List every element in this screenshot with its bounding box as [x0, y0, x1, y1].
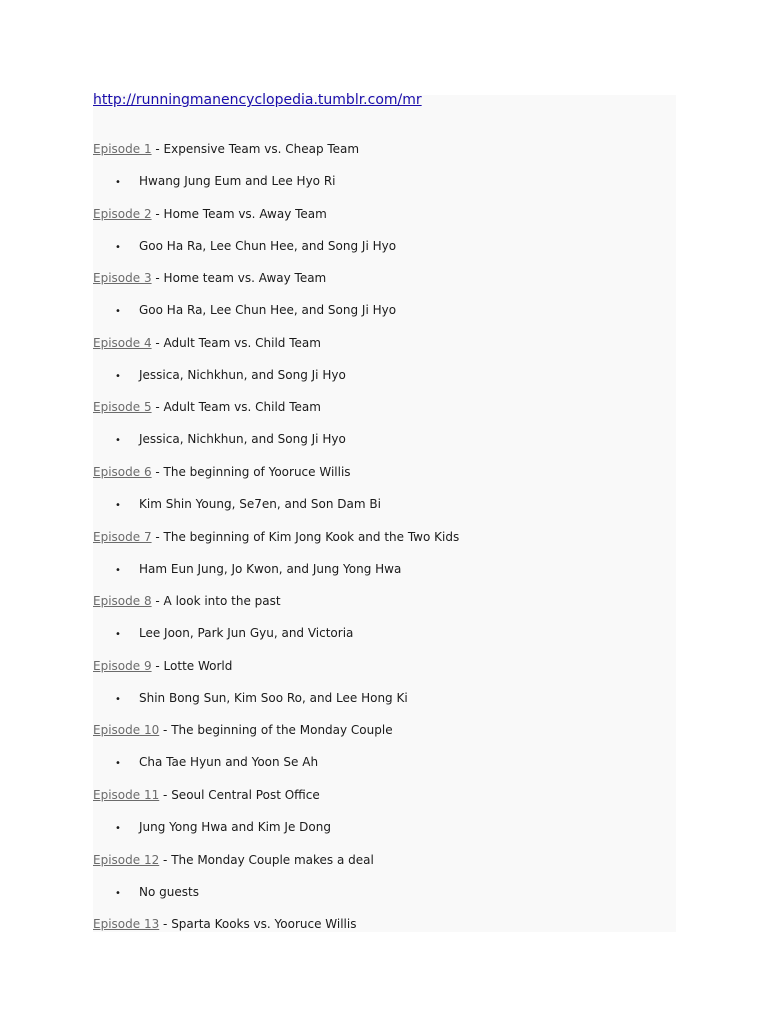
episode-title: Seoul Central Post Office [171, 787, 320, 802]
episode-entry [93, 721, 676, 786]
guest-names: Jessica, Nichkhun, and Song Ji Hyo [139, 432, 346, 447]
bullet-icon: • [115, 629, 121, 641]
episode-heading [93, 592, 281, 610]
episode-entry [93, 915, 676, 980]
guest-list-item [115, 495, 381, 515]
episode-heading [93, 205, 327, 223]
episode-title: The beginning of Kim Jong Kook and the Two Kids [163, 529, 460, 544]
episode-title: The beginning of Yooruce Willis [163, 464, 351, 479]
episode-link[interactable]: Episode 10 [93, 723, 160, 738]
episode-title: A look into the past [163, 594, 281, 609]
guest-names: Kim Shin Young, Se7en, and Son Dam Bi [139, 496, 381, 511]
episode-link[interactable]: Episode 2 [93, 206, 152, 221]
episode-link[interactable]: Episode 13 [93, 917, 160, 932]
guest-names: Ham Eun Jung, Jo Kwon, and Jung Yong Hwa [139, 561, 402, 576]
guest-list-item [115, 624, 353, 644]
episode-entry [93, 140, 676, 205]
episode-entry [93, 205, 676, 270]
guest-names: No guests [139, 884, 199, 899]
title-separator: - [159, 787, 172, 802]
guest-list-item [115, 366, 346, 386]
episode-heading [93, 463, 351, 481]
title-separator: - [159, 917, 172, 932]
title-separator: - [159, 852, 172, 867]
bullet-icon: • [115, 435, 121, 447]
episode-link[interactable]: Episode 9 [93, 658, 152, 673]
bullet-icon: • [115, 887, 121, 899]
episode-heading [93, 528, 459, 546]
bullet-icon: • [115, 177, 121, 188]
episode-entry [93, 398, 676, 463]
title-separator: - [151, 400, 164, 415]
source-url-link[interactable]: http://runningmanencyclopedia.tumblr.com/mr [93, 92, 422, 108]
guest-names: Lee Joon, Park Jun Gyu, and Victoria [139, 626, 354, 641]
episode-link[interactable]: Episode 12 [93, 852, 160, 867]
title-separator: - [151, 594, 164, 609]
episode-link[interactable]: Episode 5 [93, 400, 152, 415]
episode-entry [93, 592, 676, 657]
episode-title: The beginning of the Monday Couple [171, 723, 393, 738]
guest-list-item [115, 237, 396, 257]
episode-entry [93, 334, 676, 399]
bullet-icon: • [115, 693, 121, 705]
episode-list [93, 140, 676, 980]
guest-list-item [115, 560, 401, 580]
bullet-icon: • [115, 822, 121, 834]
episode-heading [93, 334, 321, 352]
episode-title: Home team vs. Away Team [163, 271, 327, 286]
bullet-icon: • [115, 564, 121, 576]
title-separator: - [151, 206, 164, 221]
episode-heading [93, 140, 359, 158]
guest-names: Hwang Jung Eum and Lee Hyo Ri [139, 174, 336, 188]
title-separator: - [151, 335, 164, 350]
episode-entry [93, 528, 676, 593]
bullet-icon: • [115, 370, 121, 382]
bullet-icon: • [115, 499, 121, 511]
episode-heading [93, 398, 321, 416]
guest-list-item [115, 753, 318, 773]
bullet-icon: • [115, 758, 121, 770]
episode-link[interactable]: Episode 8 [93, 594, 152, 609]
guest-names: Goo Ha Ra, Lee Chun Hee, and Song Ji Hyo [139, 303, 397, 318]
title-separator: - [151, 658, 164, 673]
episode-heading [93, 721, 393, 739]
guest-names: Goo Ha Ra, Lee Chun Hee, and Song Ji Hyo [139, 238, 397, 253]
episode-link[interactable]: Episode 3 [93, 271, 152, 286]
episode-title: Sparta Kooks vs. Yooruce Willis [171, 917, 357, 932]
guest-names: Jung Yong Hwa and Kim Je Dong [139, 819, 331, 834]
episode-heading [93, 269, 326, 287]
episode-entry [93, 786, 676, 851]
guest-names: Jessica, Nichkhun, and Song Ji Hyo [139, 367, 346, 382]
guest-names: Cha Tae Hyun and Yoon Se Ah [139, 755, 319, 770]
title-separator: - [151, 142, 164, 156]
episode-title: Adult Team vs. Child Team [163, 335, 321, 350]
episode-link[interactable]: Episode 7 [93, 529, 152, 544]
guest-list-item [115, 818, 331, 838]
episode-title: Home Team vs. Away Team [163, 206, 327, 221]
guest-list-item [115, 883, 199, 903]
guest-list-item [115, 172, 336, 192]
episode-title: Lotte World [163, 658, 233, 673]
episode-entry [93, 269, 676, 334]
episode-link[interactable]: Episode 4 [93, 335, 152, 350]
title-separator: - [151, 464, 164, 479]
episode-heading [93, 851, 374, 869]
episode-entry [93, 851, 676, 916]
episode-heading [93, 657, 232, 675]
episode-link[interactable]: Episode 11 [93, 787, 160, 802]
episode-link[interactable]: Episode 1 [93, 142, 152, 156]
title-separator: - [151, 271, 164, 286]
episode-title: The Monday Couple makes a deal [171, 852, 374, 867]
guest-list-item [115, 689, 408, 709]
title-separator: - [151, 529, 164, 544]
episode-heading [93, 915, 356, 933]
guest-list-item [115, 301, 396, 321]
bullet-icon: • [115, 241, 121, 253]
guest-names: Shin Bong Sun, Kim Soo Ro, and Lee Hong Ki [139, 690, 408, 705]
episode-entry [93, 463, 676, 528]
episode-entry [93, 657, 676, 722]
episode-title: Expensive Team vs. Cheap Team [163, 142, 360, 156]
title-separator: - [159, 723, 172, 738]
episode-heading [93, 786, 320, 804]
episode-link[interactable]: Episode 6 [93, 464, 152, 479]
guest-list-item [115, 430, 346, 450]
bullet-icon: • [115, 306, 121, 318]
episode-title: Adult Team vs. Child Team [163, 400, 321, 415]
